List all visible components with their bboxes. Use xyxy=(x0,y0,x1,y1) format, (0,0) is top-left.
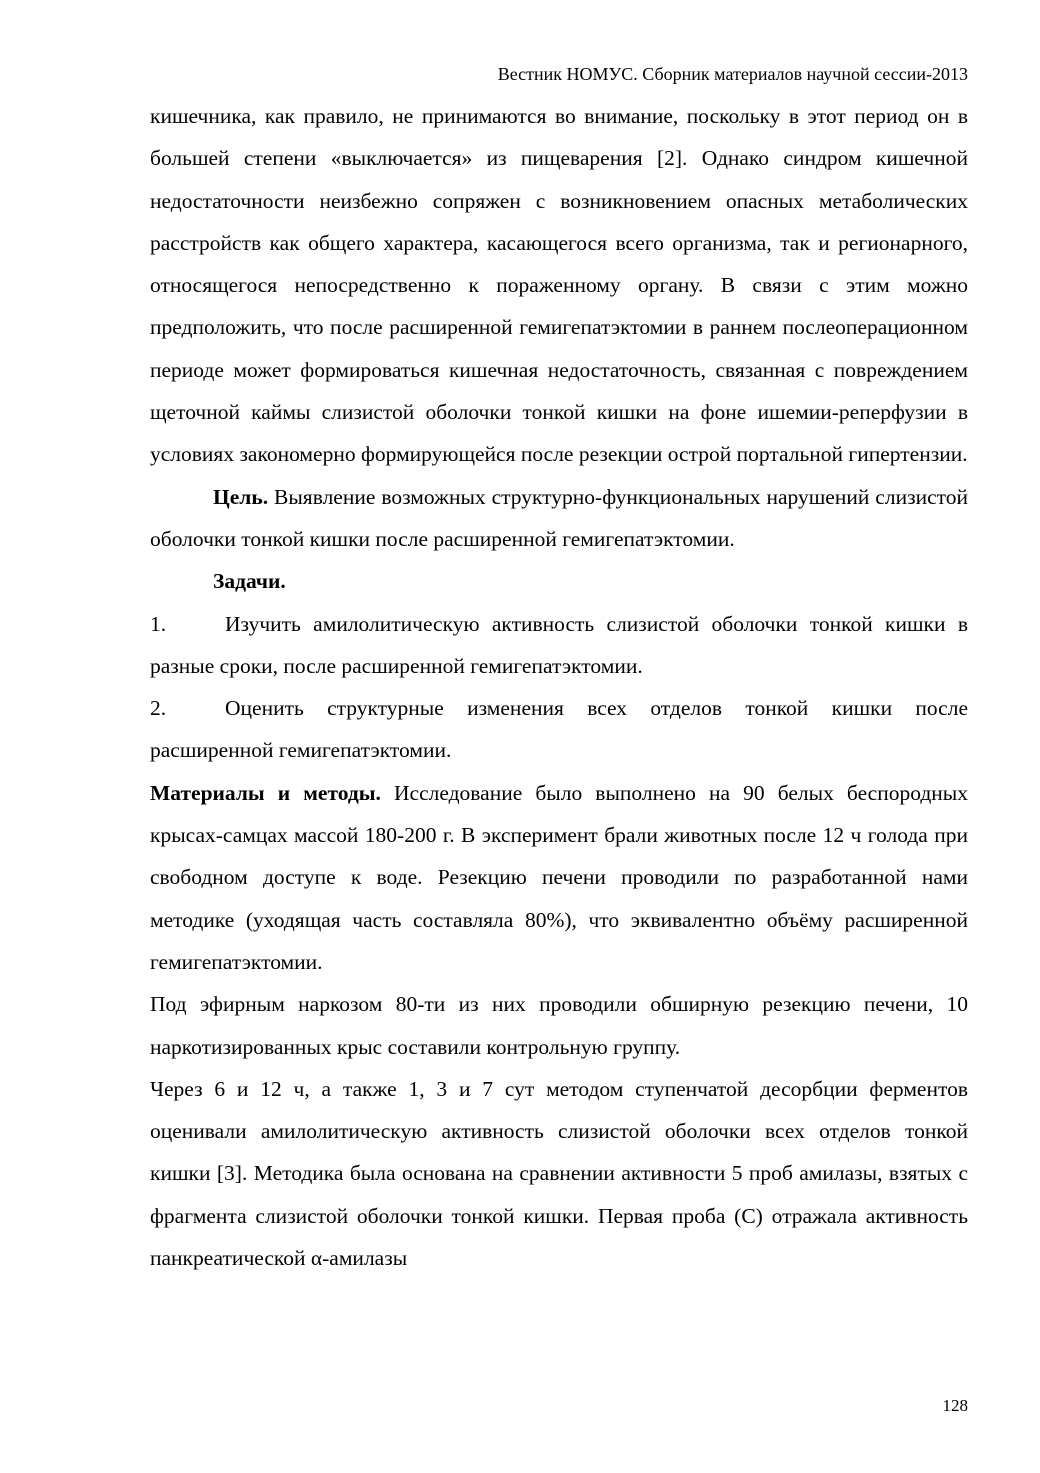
document-page xyxy=(150,0,968,1473)
task-number: 2. xyxy=(150,696,167,721)
paragraph-anesthesia: Под эфирным наркозом 80-ти из них проводили обширную резекцию печени, 10 наркотизированных крыс составили контрольную группу. xyxy=(150,992,968,1059)
page-number: 128 xyxy=(942,1396,968,1415)
running-header: Вестник НОМУС. Сборник материалов научной сессии-2013 xyxy=(497,64,968,84)
task-item-2 xyxy=(150,687,968,772)
task-item-1 xyxy=(150,603,968,688)
paragraph-methods xyxy=(150,772,968,983)
document-body xyxy=(150,95,968,1279)
paragraph-desorption: Через 6 и 12 ч, а также 1, 3 и 7 сут методом ступенчатой десорбции ферментов оценивали амилолитическую активность слизистой оболочки всех отделов тонкой кишки [3]. Методика была основана на сравнении активности 5 проб амилазы, взятых с фрагмента слизистой оболочки тонкой кишки. Первая проба (С) отражала активность панкреатической α-амилазы xyxy=(150,1076,968,1271)
methods-text: Исследование было выполнено на 90 белых беспородных крысах-самцах массой 180-200 г. В эксперимент брали животных после 12 ч голода при свободном доступе к воде. Резекцию печени проводили по разработанной нами методике (уходящая часть составляла 80%), что эквивалентно объёму расширенной гемигепатэктомии. xyxy=(150,780,968,974)
goal-label: Цель. xyxy=(213,484,269,509)
methods-label: Материалы и методы. xyxy=(150,780,381,805)
paragraph-tasks-heading xyxy=(150,560,968,602)
task-text: Изучить амилолитическую активность слизистой оболочки тонкой кишки в разные сроки, после расширенной гемигепатэктомии. xyxy=(150,611,968,678)
task-text: Оценить структурные изменения всех отделов тонкой кишки после расширенной гемигепатэктомии. xyxy=(150,696,968,763)
paragraph-goal xyxy=(150,476,968,561)
goal-text: Выявление возможных структурно-функциональных нарушений слизистой оболочки тонкой кишки после расширенной гемигепатэктомии. xyxy=(150,484,968,551)
paragraph-intro: кишечника, как правило, не принимаются во внимание, поскольку в этот период он в большей степени «выключается» из пищеварения [2]. Однако синдром кишечной недостаточности неизбежно сопряжен с возникновением опасных метаболических расстройств как общего характера, касающегося всего организма, так и регионарного, относящегося непосредственно к пораженному органу. В связи с этим можно предположить, что после расширенной гемигепатэктомии в раннем послеоперационном периоде может формироваться кишечная недостаточность, связанная с повреждением щеточной каймы слизистой оболочки тонкой кишки на фоне ишемии-реперфузии в условиях закономерно формирующейся после резекции острой портальной гипертензии. xyxy=(150,104,968,467)
task-number: 1. xyxy=(150,611,167,636)
tasks-label: Задачи. xyxy=(213,569,286,594)
